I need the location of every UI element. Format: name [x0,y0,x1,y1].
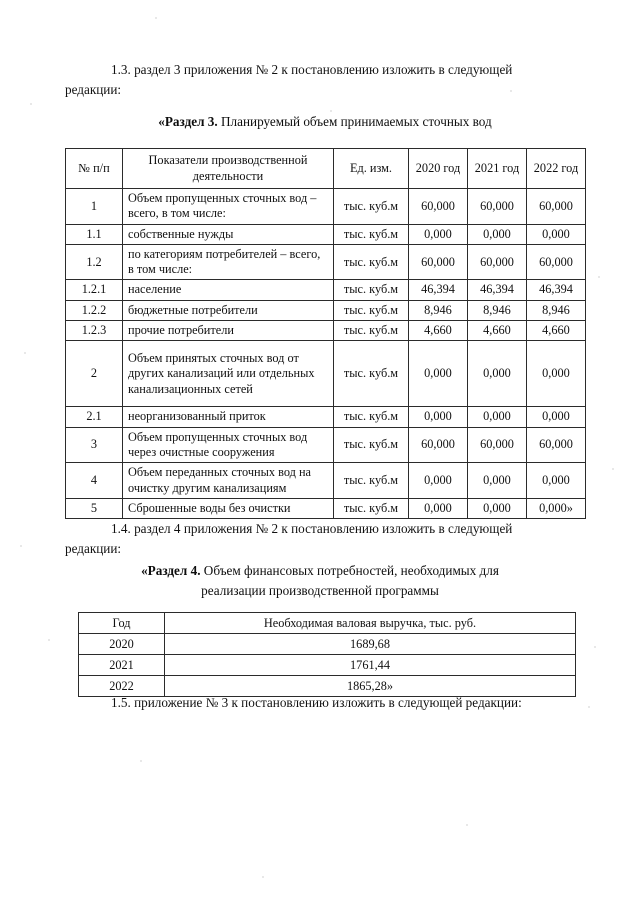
volume-table [65,148,586,519]
cell-2021: 4,660 [468,321,527,341]
table-row [66,244,586,280]
cell-2021: 60,000 [468,189,527,225]
cell-2022: 60,000 [527,189,586,225]
cell-indicator: бюджетные потребители [123,300,334,320]
header-cell-number: № п/п [66,149,123,189]
cell-indicator: прочие потребители [123,321,334,341]
cell-year: 2022 [79,676,165,697]
cell-unit: тыс. куб.м [334,189,409,225]
table-row [66,407,586,427]
header-cell-gross-revenue: Необходимая валовая выручка, тыс. руб. [165,613,576,634]
table-row [66,189,586,225]
scan-speck [598,276,600,278]
revenue-table-header-row [79,613,576,634]
cell-2020: 4,660 [409,321,468,341]
table-row [66,341,586,407]
cell-2022: 60,000 [527,427,586,463]
cell-unit: тыс. куб.м [334,300,409,320]
cell-2022: 0,000 [527,224,586,244]
cell-revenue-value: 1689,68 [165,634,576,655]
cell-2020: 0,000 [409,463,468,499]
cell-unit: тыс. куб.м [334,463,409,499]
scan-speck [24,352,26,354]
cell-number: 1 [66,189,123,225]
cell-indicator: Сброшенные воды без очистки [123,498,334,518]
cell-2020: 60,000 [409,189,468,225]
cell-unit: тыс. куб.м [334,427,409,463]
cell-2020: 0,000 [409,498,468,518]
volume-table-header-row [66,149,586,189]
cell-2022: 0,000» [527,498,586,518]
section-4-label: «Раздел 4. [141,563,201,578]
scan-speck [466,824,468,826]
cell-number: 2 [66,341,123,407]
cell-2022: 60,000 [527,244,586,280]
section-3-label: «Раздел 3. [158,114,218,129]
clause-1-3-paragraph [65,60,585,99]
cell-2022: 4,660 [527,321,586,341]
scan-speck [140,760,142,762]
table-row [79,655,576,676]
cell-indicator: Объем переданных сточных вод на очистку другим канализациям [123,463,334,499]
scan-speck [330,110,332,112]
cell-unit: тыс. куб.м [334,244,409,280]
section-3-title: Планируемый объем принимаемых сточных вод [221,114,492,129]
cell-indicator: население [123,280,334,300]
cell-indicator: Объем пропущенных сточных вод – всего, в том числе: [123,189,334,225]
table-row [66,224,586,244]
cell-year: 2021 [79,655,165,676]
cell-2021: 0,000 [468,407,527,427]
scan-speck [20,545,22,547]
cell-number: 4 [66,463,123,499]
clause-1-5-paragraph [65,693,595,713]
cell-2021: 0,000 [468,341,527,407]
cell-number: 1.2 [66,244,123,280]
cell-2022: 8,946 [527,300,586,320]
cell-indicator: собственные нужды [123,224,334,244]
cell-unit: тыс. куб.м [334,407,409,427]
scan-speck [30,103,32,105]
cell-2020: 60,000 [409,244,468,280]
cell-2021: 0,000 [468,498,527,518]
clause-1-3-line-1: 1.3. раздел 3 приложения № 2 к постановлению изложить в следующей [111,62,513,77]
cell-number: 1.1 [66,224,123,244]
table-row [66,300,586,320]
cell-unit: тыс. куб.м [334,224,409,244]
cell-revenue-value: 1761,44 [165,655,576,676]
section-3-heading [65,112,585,132]
cell-2020: 0,000 [409,341,468,407]
cell-2022: 0,000 [527,463,586,499]
table-row [66,463,586,499]
header-cell-unit: Ед. изм. [334,149,409,189]
revenue-table [78,612,576,697]
header-cell-indicator: Показатели производственной деятельности [123,149,334,189]
scan-speck [588,706,590,708]
clause-1-4-line-1: 1.4. раздел 4 приложения № 2 к постановлению изложить в следующей [111,521,513,536]
header-cell-year: Год [79,613,165,634]
cell-number: 1.2.2 [66,300,123,320]
cell-indicator: Объем пропущенных сточных вод через очистные сооружения [123,427,334,463]
cell-2021: 0,000 [468,463,527,499]
cell-2021: 60,000 [468,427,527,463]
table-row [79,634,576,655]
header-cell-year-2022: 2022 год [527,149,586,189]
clause-1-4-paragraph [65,519,585,558]
table-row [66,321,586,341]
cell-number: 3 [66,427,123,463]
cell-unit: тыс. куб.м [334,321,409,341]
clause-1-4-line-2: редакции: [65,540,122,556]
cell-indicator: неорганизованный приток [123,407,334,427]
cell-indicator: Объем принятых сточных вод от других канализаций или отдельных канализационных сетей [123,341,334,407]
scan-speck [594,646,596,648]
cell-number: 2.1 [66,407,123,427]
cell-2020: 46,394 [409,280,468,300]
table-row [66,498,586,518]
header-cell-year-2020: 2020 год [409,149,468,189]
cell-2020: 60,000 [409,427,468,463]
table-row [66,280,586,300]
clause-1-3-line-2: редакции: [65,81,122,97]
scan-speck [48,639,50,641]
cell-unit: тыс. куб.м [334,280,409,300]
cell-number: 1.2.1 [66,280,123,300]
cell-2021: 0,000 [468,224,527,244]
scan-speck [262,876,264,878]
scan-speck [612,468,614,470]
cell-2021: 8,946 [468,300,527,320]
cell-unit: тыс. куб.м [334,341,409,407]
scan-speck [155,17,157,19]
cell-2020: 0,000 [409,407,468,427]
cell-2020: 0,000 [409,224,468,244]
cell-2021: 60,000 [468,244,527,280]
cell-2022: 46,394 [527,280,586,300]
cell-2022: 0,000 [527,407,586,427]
cell-revenue-value: 1865,28» [165,676,576,697]
section-4-heading [85,561,555,601]
cell-2021: 46,394 [468,280,527,300]
cell-number: 1.2.3 [66,321,123,341]
cell-number: 5 [66,498,123,518]
header-cell-year-2021: 2021 год [468,149,527,189]
cell-2022: 0,000 [527,341,586,407]
section-4-title-line-2: реализации производственной программы [201,583,439,598]
clause-1-5-line-1: 1.5. приложение № 3 к постановлению изложить в следующей редакции: [111,695,522,710]
scan-speck [510,90,512,92]
table-row [66,427,586,463]
cell-unit: тыс. куб.м [334,498,409,518]
cell-2020: 8,946 [409,300,468,320]
cell-indicator: по категориям потребителей – всего, в том числе: [123,244,334,280]
cell-year: 2020 [79,634,165,655]
section-4-title: Объем финансовых потребностей, необходимых для [203,563,499,578]
